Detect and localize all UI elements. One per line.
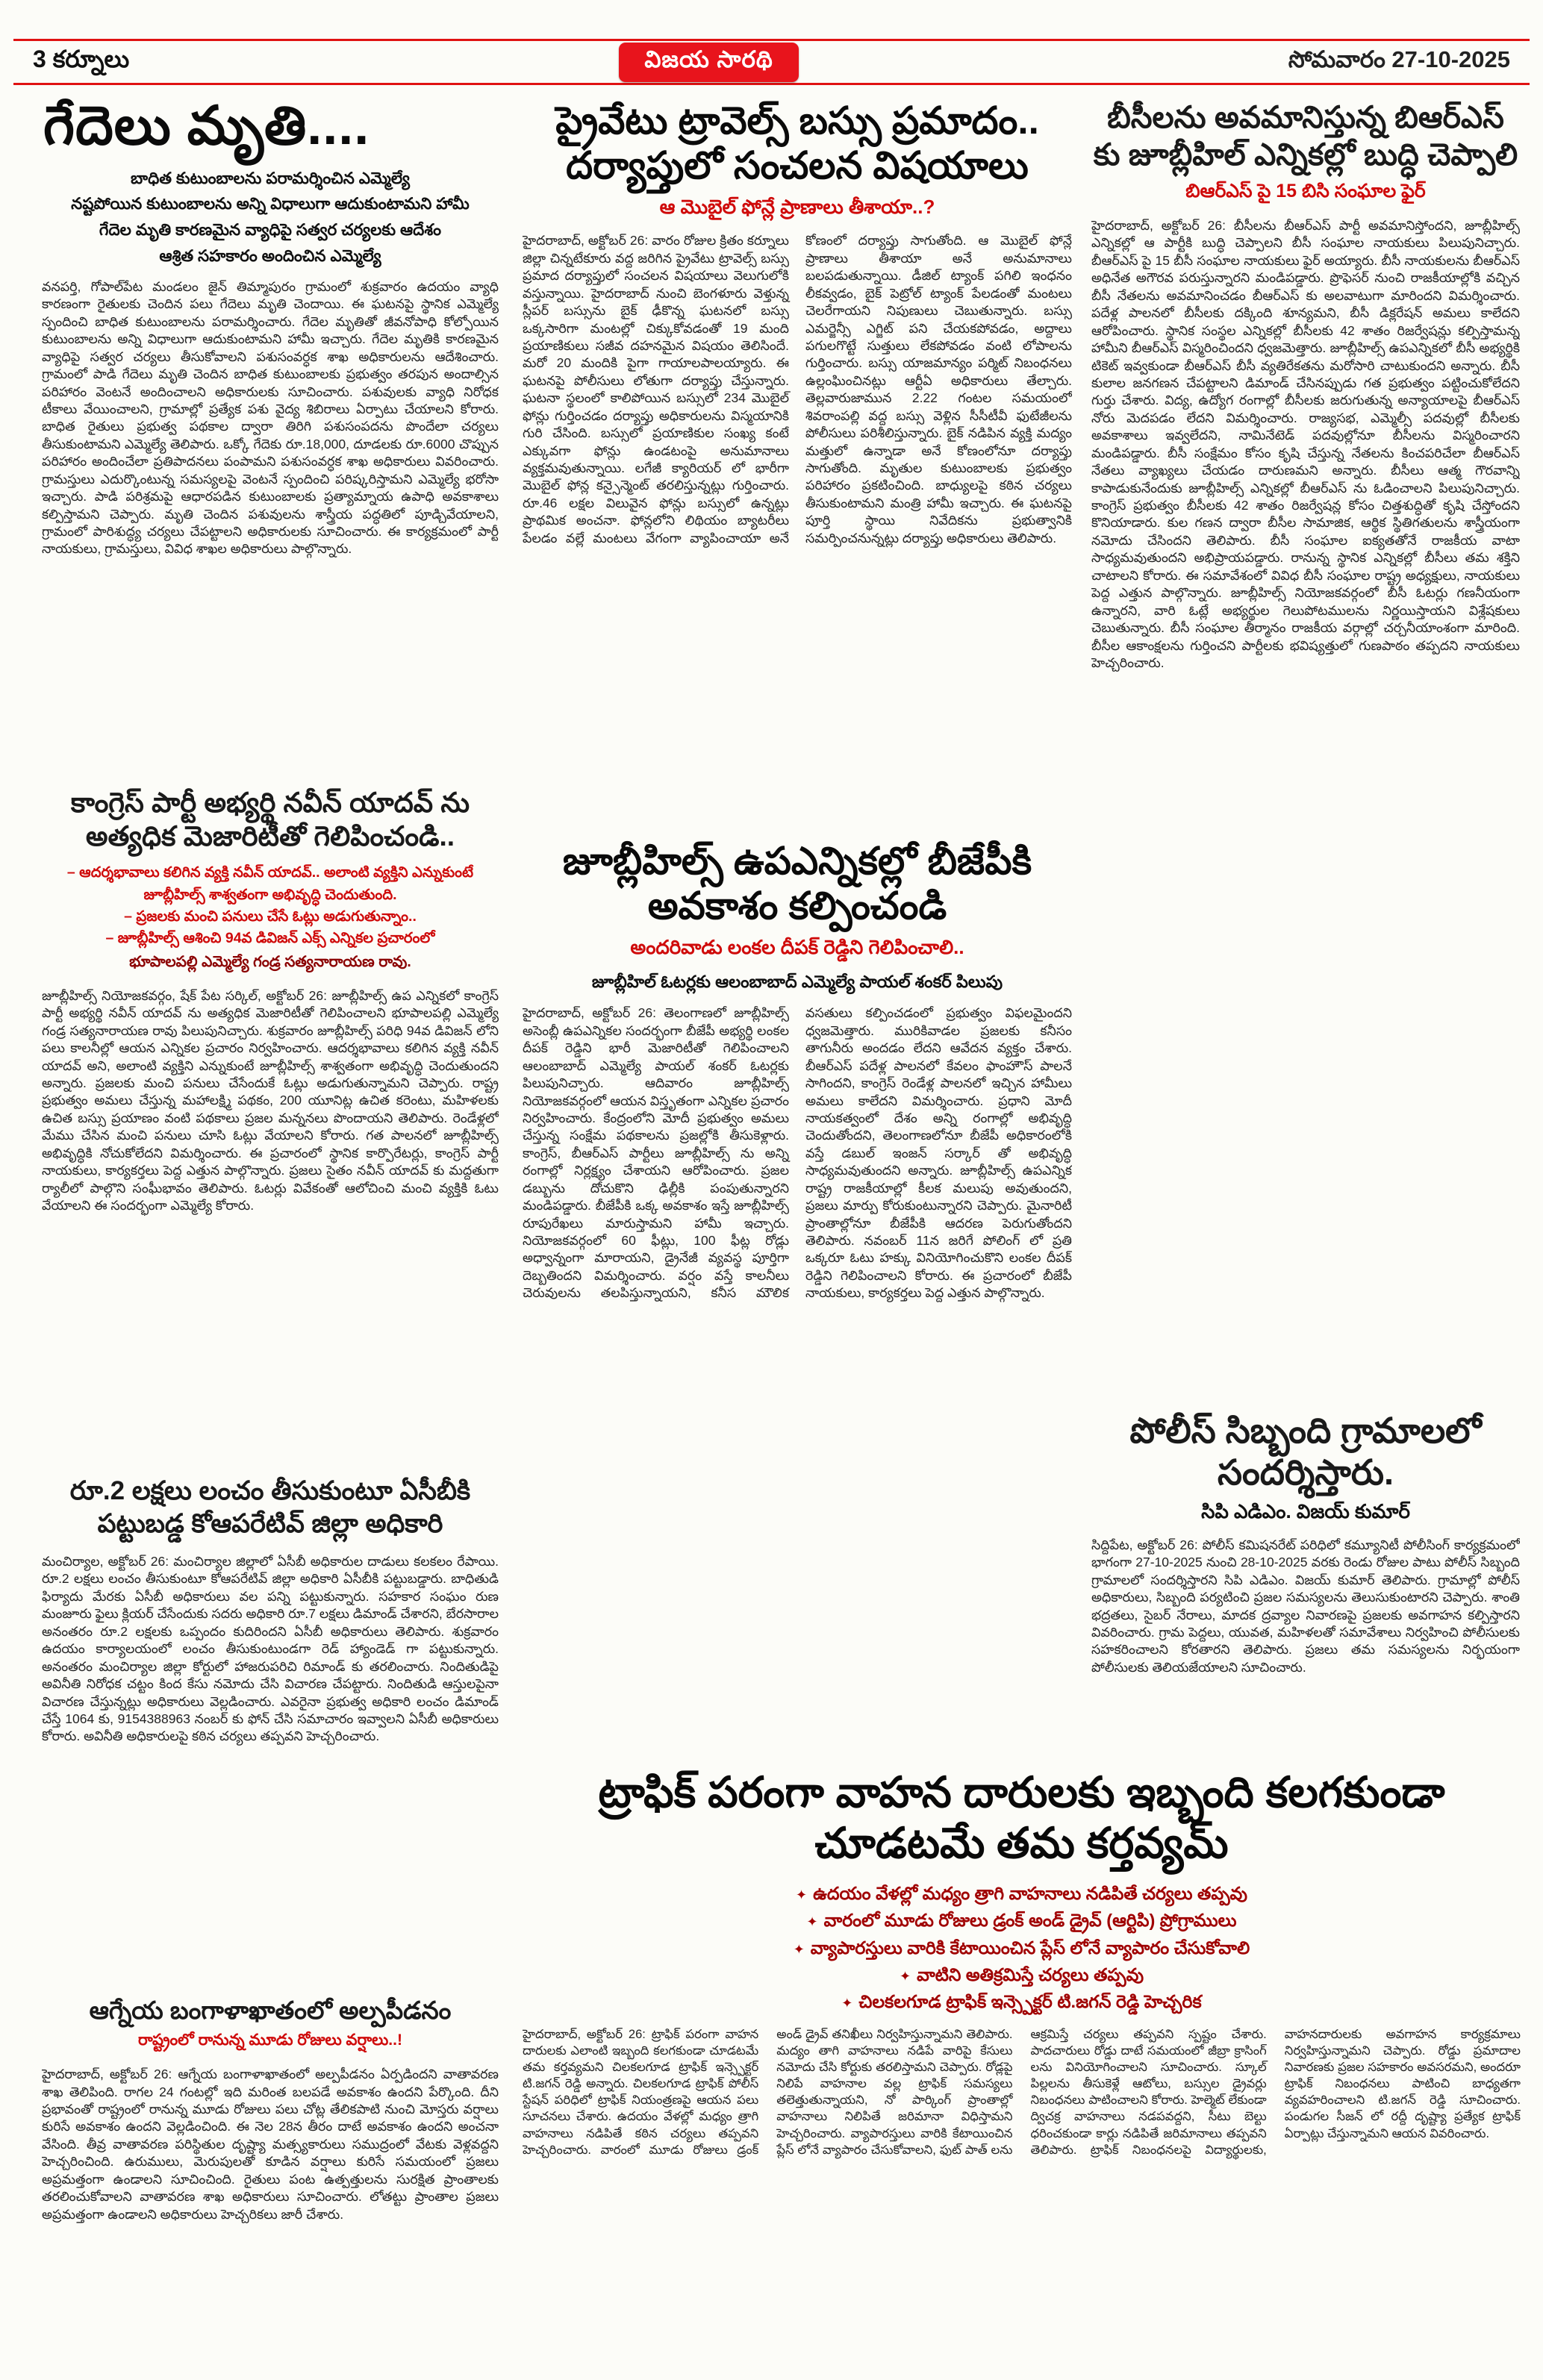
bullet-list: [523, 1880, 1521, 2016]
article-body: హైదరాబాద్, అక్టోబర్ 26: వారం రోజుల క్రితం కర్నూలు జిల్లా చిన్నటేకూరు వద్ద జరిగిన ప్రైవేటు ట్రావెల్స్ బస్సు ప్రమాద దర్యాప్తులో సంచలన విషయాలు వెలుగులోకి వస్తున్నాయి. హైదరాబాద్ నుంచి బెంగళూరు వెళ్తున్న స్లీపర్ బస్సును బైక్ ఢీకొన్న ఘటనలో బస్సు ఒక్కసారిగా మంటల్లో చిక్కుకోవడంతో 19 మంది ప్రయాణికులు సజీవ దహనమైన విషయం తెలిసిందే. మరో 20 మందికి పైగా గాయాలపాలయ్యారు. ఈ ఘటనపై పోలీసులు లోతుగా దర్యాప్తు చేస్తున్నారు. ఘటనా స్థలంలో కాలిపోయిన బస్సులో 234 మొబైల్ ఫోన్లు గుర్తించడం దర్యాప్తు అధికారులను విస్మయానికి గురి చేసింది. బస్సులో ప్రయాణికుల సంఖ్య కంటే ఎక్కువగా ఫోన్లు ఉండటంపై అనుమానాలు వ్యక్తమవుతున్నాయి. లగేజీ క్యారియర్ లో భారీగా మొబైల్ ఫోన్ల కన్సైన్మెంట్ తరలిస్తున్నట్లు గుర్తించారు. రూ.46 లక్షల విలువైన ఫోన్లు బస్సులో ఉన్నట్లు ప్రాథమిక అంచనా. ఫోన్లలోని లిథియం బ్యాటరీలు పేలడం వల్లే మంటలు వేగంగా వ్యాపించాయా అనే కోణంలో దర్యాప్తు సాగుతోంది. ఆ మొబైల్ ఫోన్లే ప్రాణాలు తీశాయా అనే అనుమానాలు బలపడుతున్నాయి. డీజిల్ ట్యాంక్ పగిలి ఇంధనం లీకవ్వడం, బైక్ పెట్రోల్ ట్యాంక్ పేలడంతో మంటలు చెలరేగాయని నిపుణులు చెబుతున్నారు. బస్సు ఎమర్జెన్సీ ఎగ్జిట్ పని చేయకపోవడం, అద్దాలు పగులగొట్టే సుత్తులు లేకపోవడం వంటి లోపాలను గుర్తించారు. బస్సు యాజమాన్యం పర్మిట్ నిబంధనలు ఉల్లంఘించినట్లు ఆర్టీఏ అధికారులు తేల్చారు. తెల్లవారుజామున 2.22 గంటల సమయంలో శివరాంపల్లి వద్ద బస్సు వెళ్లిన సీసీటీవీ ఫుటేజీలను పోలీసులు పరిశీలిస్తున్నారు. బైక్ నడిపిన వ్యక్తి మద్యం మత్తులో ఉన్నాడా అనే కోణంలోనూ దర్యాప్తు సాగుతోంది. మృతుల కుటుంబాలకు ప్రభుత్వం పరిహారం ప్రకటించింది. బాధ్యులపై కఠిన చర్యలు తీసుకుంటామని మంత్రి హామీ ఇచ్చారు. ఈ ఘటనపై పూర్తి స్థాయి నివేదికను ప్రభుత్వానికి సమర్పించనున్నట్లు దర్యాప్తు అధికారులు తెలిపారు.: [523, 233, 1072, 546]
deck-line: ఆ మొబైల్ ఫోన్లే ప్రాణాలు తీశాయా..?: [659, 196, 935, 219]
deck-lines: [42, 862, 499, 949]
article-body: వనపర్తి, గోపాల్‌పేట మండలం జైన్ తిమ్మాపురం గ్రామంలో శుక్రవారం ఉదయం వ్యాధి కారణంగా రైతులకు చెందిన పలు గేదెలు మృతి చెందాయి. ఈ ఘటనపై స్థానిక ఎమ్మెల్యే స్పందించి బాధిత కుటుంబాలను పరామర్శించారు. గేదెల మృతితో జీవనోపాధి కోల్పోయిన కుటుంబాలను అన్ని విధాలుగా ఆదుకుంటామని హామీ ఇచ్చారు. గేదెల మృతికి కారణమైన వ్యాధిపై సత్వర చర్యలు తీసుకోవాలని పశుసంవర్ధక శాఖ అధికారులను ఆదేశించారు. గ్రామంలో పాడి గేదెలు మృతి చెందిన బాధిత కుటుంబాలకు ప్రభుత్వం తరపున అందాల్సిన పరిహారం వెంటనే అందించాలని అధికారులకు సూచించారు. పశువులకు వ్యాధి నిరోధక టీకాలు వేయించాలని, గ్రామాల్లో ప్రత్యేక పశు వైద్య శిబిరాలు ఏర్పాటు చేయాలని కోరారు. బాధిత రైతులు ప్రభుత్వ పథకాల ద్వారా తిరిగి పశుసంపదను పొందేలా చర్యలు తీసుకుంటామని ఎమ్మెల్యే తెలిపారు. ఒక్కో గేదెకు రూ.18,000, దూడలకు రూ.6000 చొప్పున పరిహారం అందించేలా ప్రతిపాదనలు పంపామని పశుసంవర్ధక శాఖ అధికారులు వివరించారు. గ్రామస్తులు ఎదుర్కొంటున్న సమస్యలపై వెంటనే స్పందించి పరిష్కరిస్తామని ఎమ్మెల్యే భరోసా ఇచ్చారు. పాడి పరిశ్రమపై ఆధారపడిన కుటుంబాలకు ప్రత్యామ్నాయ ఉపాధి అవకాశాలు కల్పిస్తామని చెప్పారు. మృతి చెందిన పశువులను శాస్త్రీయ పద్ధతిలో పూడ్చివేయాలని, గ్రామంలో పారిశుద్ధ్య చర్యలు చేపట్టాలని అధికారులకు సూచించారు. ఈ కార్యక్రమంలో పార్టీ నాయకులు, గ్రామస్తులు, వివిధ శాఖల అధికారులు పాల్గొన్నారు.: [42, 278, 499, 557]
headline: ప్రైవేటు ట్రావెల్స్ బస్సు ప్రమాదం.. దర్యాప్తులో సంచలన విషయాలు: [555, 99, 1039, 187]
article-body: హైదరాబాద్, అక్టోబర్ 26: తెలంగాణలో జూబ్లీహిల్స్ అసెంబ్లీ ఉపఎన్నికల సందర్భంగా బీజేపీ అభ్యర్థి లంకల దీపక్ రెడ్డిని భారీ మెజారిటీతో గెలిపించాలని ఆలంబాబాద్ ఎమ్మెల్యే పాయల్ శంకర్ ఓటర్లకు పిలుపునిచ్చారు. ఆదివారం జూబ్లీహిల్స్ నియోజకవర్గంలో ఆయన విస్తృతంగా ఎన్నికల ప్రచారం నిర్వహించారు. కేంద్రంలోని మోదీ ప్రభుత్వం అమలు చేస్తున్న సంక్షేమ పథకాలను ప్రజల్లోకి తీసుకెళ్లారు. కాంగ్రెస్, బీఆర్ఎస్ పార్టీలు జూబ్లీహిల్స్ ను అన్ని రంగాల్లో నిర్లక్ష్యం చేశాయని ఆరోపించారు. ప్రజల డబ్బును దోచుకొని ఢిల్లీకి పంపుతున్నారని మండిపడ్డారు. బీజేపీకి ఒక్క అవకాశం ఇస్తే జూబ్లీహిల్స్ రూపురేఖలు మారుస్తామని హామీ ఇచ్చారు. నియోజకవర్గంలో 60 ఫీట్లు, 100 ఫీట్ల రోడ్లు అధ్వాన్నంగా మారాయని, డ్రైనేజీ వ్యవస్థ పూర్తిగా దెబ్బతిందని విమర్శించారు. వర్షం వస్తే కాలనీలు చెరువులను తలపిస్తున్నాయని, కనీస మౌలిక వసతులు కల్పించడంలో ప్రభుత్వం విఫలమైందని ధ్వజమెత్తారు. మురికివాడల ప్రజలకు కనీసం తాగునీరు అందడం లేదని ఆవేదన వ్యక్తం చేశారు. బీఆర్ఎస్ పదేళ్ల పాలనలో కేవలం ఫాంహౌస్ పాలనే సాగిందని, కాంగ్రెస్ రెండేళ్ల పాలనలో ఇచ్చిన హామీలు అమలు కాలేదని విమర్శించారు. ప్రధాని మోదీ నాయకత్వంలో దేశం అన్ని రంగాల్లో అభివృద్ధి చెందుతోందని, తెలంగాణలోనూ బీజేపీ అధికారంలోకి వస్తే డబుల్ ఇంజన్ సర్కార్ తో అభివృద్ధి సాధ్యమవుతుందని అన్నారు. జూబ్లీహిల్స్ ఉపఎన్నిక రాష్ట్ర రాజకీయాల్లో కీలక మలుపు అవుతుందని, ప్రజలు మార్పు కోరుకుంటున్నారని చెప్పారు. మైనారిటీ ప్రాంతాల్లోనూ బీజేపీకి ఆదరణ పెరుగుతోందని తెలిపారు. నవంబర్ 11న జరిగే పోలింగ్ లో ప్రతి ఒక్కరూ ఓటు హక్కు వినియోగించుకొని లంకల దీపక్ రెడ్డిని గెలిపించాలని కోరారు. ఈ ప్రచారంలో బీజేపీ నాయకులు, కార్యకర్తలు పెద్ద ఎత్తున పాల్గొన్నారు.: [523, 1005, 1072, 1301]
headline: బీసీలను అవమానిస్తున్న బిఆర్ఎస్ కు జూబ్లీహిల్ ఎన్నికల్లో బుద్ధి చెప్పాలి: [1093, 100, 1518, 172]
bullet-line: [523, 1988, 1521, 2015]
article-low-pressure-weather: [42, 1994, 499, 2352]
deck-line: నష్టపోయిన కుటుంబాలను అన్ని విధాలుగా ఆదుకుంటామని హామీ: [71, 195, 470, 213]
attribution-line: భూపాలపల్లి ఎమ్మెల్యే గండ్ర సత్యనారాయణ రావు.: [129, 954, 411, 971]
headline: పోలీస్ సిబ్బంది గ్రామాలలో సందర్శిస్తారు.: [1129, 1411, 1482, 1493]
deck-line: – ఆదర్శభావాలు కలిగిన వ్యక్తి నవీన్ యాదవ్.. అలాంటి వ్యక్తిని ఎన్నుకుంటే జూబ్లీహిల్స్ శాశ్వతంగా అభివృద్ధి చెందుతుంది.: [66, 864, 474, 903]
diamond-bullet-icon: ✦: [899, 1969, 911, 1984]
diamond-bullet-icon: ✦: [806, 1914, 818, 1930]
headline: ఆగ్నేయ బంగాళాఖాతంలో అల్పపీడనం: [89, 1996, 452, 2024]
deck-line: – జూబ్లీహిల్స్ ఆశించి 94వ డివిజన్ ఎక్స్ ఎన్నికల ప్రచారంలో: [105, 930, 435, 946]
article-body: హైదరాబాద్, అక్టోబర్ 26: ట్రాఫిక్ పరంగా వాహన దారులకు ఎలాంటి ఇబ్బంది కలగకుండా చూడటమే తమ కర్తవ్యమని చిలకలగూడ ట్రాఫిక్ ఇన్స్పెక్టర్ టి.జగన్ రెడ్డి అన్నారు. చిలకలగూడ ట్రాఫిక్ పోలీస్ స్టేషన్ పరిధిలో ట్రాఫిక్ నియంత్రణపై ఆయన పలు సూచనలు చేశారు. ఉదయం వేళల్లో మధ్యం త్రాగి వాహనాలు నడిపితే కఠిన చర్యలు తప్పవని హెచ్చరించారు. వారంలో మూడు రోజులు డ్రంక్ అండ్ డ్రైవ్ తనిఖీలు నిర్వహిస్తున్నామని తెలిపారు. మద్యం తాగి వాహనాలు నడిపే వారిపై కేసులు నమోదు చేసి కోర్టుకు తరలిస్తామని చెప్పారు. రోడ్లపై నిలిపే వాహనాల వల్ల ట్రాఫిక్ సమస్యలు తలెత్తుతున్నాయని, నో పార్కింగ్ ప్రాంతాల్లో వాహనాలు నిలిపితే జరిమానా విధిస్తామని హెచ్చరించారు. వ్యాపారస్తులు వారికి కేటాయించిన ప్లేస్ లోనే వ్యాపారం చేసుకోవాలని, ఫుట్ పాత్ లను ఆక్రమిస్తే చర్యలు తప్పవని స్పష్టం చేశారు. పాదచారులు రోడ్డు దాటే సమయంలో జీబ్రా క్రాసింగ్ లను వినియోగించాలని సూచించారు. స్కూల్ పిల్లలను తీసుకెళ్లే ఆటోలు, బస్సుల డ్రైవర్లు నిబంధనలు పాటించాలని కోరారు. హెల్మెట్ లేకుండా ద్విచక్ర వాహనాలు నడపవద్దని, సీటు బెల్టు ధరించకుండా కార్లు నడిపితే జరిమానాలు తప్పవని తెలిపారు. ట్రాఫిక్ నిబంధనలపై విద్యార్థులకు, వాహనదారులకు అవగాహన కార్యక్రమాలు నిర్వహిస్తున్నామని చెప్పారు. రోడ్డు ప్రమాదాల నివారణకు ప్రజల సహకారం అవసరమని, అందరూ ట్రాఫిక్ నిబంధనలు పాటించి బాధ్యతగా వ్యవహరించాలని టి.జగన్ రెడ్డి సూచించారు. పండుగల సీజన్ లో రద్దీ దృష్ట్యా ప్రత్యేక ట్రాఫిక్ ఏర్పాట్లు చేస్తున్నామని ఆయన వివరించారు.: [523, 2027, 1521, 2157]
article-bjp-jubileehills: [523, 828, 1072, 1758]
article-acb-bribe: [42, 1472, 499, 1994]
diamond-bullet-icon: ✦: [796, 1887, 808, 1902]
diamond-bullet-icon: ✦: [841, 1996, 853, 2011]
article-traffic-inspector: [523, 1767, 1521, 2358]
bullet-line: [523, 1934, 1521, 1961]
bullet-text: వారంలో మూడు రోజులు డ్రంక్ అండ్ డ్రైవ్ (ఆర్టిపి) ప్రోగ్రాములు: [823, 1911, 1237, 1931]
bullet-text: ఉదయం వేళల్లో మధ్యం త్రాగి వాహనాలు నడిపితే చర్యలు తప్పవు: [813, 1883, 1247, 1903]
deck-line: ఆశ్రిత సహకారం అందించిన ఎమ్మెల్యే: [159, 247, 381, 266]
deck-line: రాష్ట్రంలో రానున్న మూడు రోజులు వర్షాలు..!: [138, 2031, 402, 2049]
headline: కాంగ్రెస్ పార్టీ అభ్యర్థి నవీన్ యాదవ్ ను అత్యధిక మెజారిటీతో గెలిపించండి..: [70, 787, 470, 852]
bullet-text: వాటిని అతిక్రమిస్తే చర్యలు తప్పవు: [917, 1965, 1144, 1985]
deck-line: సిపి ఎడిఎం. విజయ్ కుమార్: [1201, 1499, 1410, 1522]
article-buffalo-deaths: [42, 99, 499, 781]
headline: జూబ్లీహిల్స్ ఉపఎన్నికల్లో బీజేపీకి అవకాశం కల్పించండి: [562, 840, 1032, 928]
deck-line-black: జూబ్లీహిల్ ఓటర్లకు ఆలంబాబాద్ ఎమ్మెల్యే పాయల్ శంకర్ పిలుపు: [591, 972, 1003, 992]
deck-line: – ప్రజలకు మంచి పనులు చేసే ఓట్లు అడుగుతున్నాం..: [124, 908, 417, 925]
deck-lines: [42, 166, 499, 269]
middle-column: [523, 99, 1072, 1758]
diamond-bullet-icon: ✦: [793, 1941, 805, 1957]
article-bus-accident-probe: [523, 99, 1072, 828]
article-congress-naveen-yadav: [42, 781, 499, 1472]
deck-line: గేదెల మృతి కారణమైన వ్యాధిపై సత్వర చర్యలకు ఆదేశం: [99, 221, 442, 240]
bullet-line: [523, 1907, 1521, 1934]
headline: ట్రాఫిక్ పరంగా వాహన దారులకు ఇబ్బంది కలగకుండా చూడటమే తమ కర్తవ్యమ్: [598, 1769, 1445, 1868]
article-police-village-visits: [1091, 1399, 1520, 1758]
bullet-line: [523, 1880, 1521, 1907]
bullet-text: వ్యాపారస్తులు వారికి కేటాయించిన ప్లేస్ లోనే వ్యాపారం చేసుకోవాలి: [810, 1937, 1250, 1958]
article-body: హైదరాబాద్, అక్టోబర్ 26: బీసీలను బీఆర్ఎస్ పార్టీ అవమానిస్తోందని, జూబ్లీహిల్స్ ఎన్నికల్లో ఆ పార్టీకి బుద్ధి చెప్పాలని బీసీ సంఘాల నాయకులు పిలుపునిచ్చారు. బీఆర్ఎస్ పై 15 బీసీ సంఘాల నాయకులు ఫైర్ అయ్యారు. బీసీ నాయకులను బీఆర్ఎస్ అధినేత అగౌరవ పరుస్తున్నారని మండిపడ్డారు. ప్రొఫెసర్ నుంచి రాజకీయాల్లోకి వచ్చిన బీసీ నేతలను అవమానించడం బీఆర్ఎస్ కు అలవాటుగా మారిందని విమర్శించారు. పదేళ్ల పాలనలో బీసీలకు దక్కింది శూన్యమని, బీసీ డిక్లరేషన్ అమలు కాలేదని ఆరోపించారు. స్థానిక సంస్థల ఎన్నికల్లో బీసీలకు 42 శాతం రిజర్వేషన్లు కల్పిస్తామన్న హామీని బీఆర్ఎస్ విస్మరించిందని ధ్వజమెత్తారు. జూబ్లీహిల్స్ ఉపఎన్నికలో బీసీ అభ్యర్థికి టికెట్ ఇవ్వకుండా బీఆర్ఎస్ బీసీ వ్యతిరేకతను మరోసారి చాటుకుందని అన్నారు. బీసీ కులాల జనగణన చేపట్టాలని డిమాండ్ చేసినప్పుడు గత ప్రభుత్వం పట్టించుకోలేదని గుర్తు చేశారు. విద్య, ఉద్యోగ రంగాల్లో బీసీలకు జరుగుతున్న అన్యాయాలపై బీఆర్ఎస్ నోరు మెదపడం లేదని విమర్శించారు. రాజ్యసభ, ఎమ్మెల్సీ పదవుల్లో బీసీలకు అవకాశాలు ఇవ్వలేదని, నామినేటెడ్ పదవుల్లోనూ బీసీలను విస్మరించారని మండిపడ్డారు. బీసీ సంక్షేమం కోసం కృషి చేస్తున్న నేతలను కించపరిచేలా బీఆర్ఎస్ నేతలు వ్యాఖ్యలు చేయడం దారుణమని అన్నారు. బీసీలు ఆత్మ గౌరవాన్ని కాపాడుకునేందుకు జూబ్లీహిల్స్ ఎన్నికల్లో బీఆర్ఎస్ ను ఓడించాలని పిలుపునిచ్చారు. కాంగ్రెస్ ప్రభుత్వం బీసీలకు 42 శాతం రిజర్వేషన్ల కోసం చిత్తశుద్ధితో కృషి చేస్తోందని కొనియాడారు. కుల గణన ద్వారా బీసీల సామాజిక, ఆర్థిక స్థితిగతులను శాస్త్రీయంగా నమోదు చేసిందని తెలిపారు. బీసీ సంఘాల ఐక్యతతోనే రాజకీయ వాటా సాధ్యమవుతుందని అభిప్రాయపడ్డారు. రానున్న స్థానిక ఎన్నికల్లో బీసీలు తమ శక్తిని చాటాలని కోరారు. ఈ సమావేశంలో వివిధ బీసీ సంఘాల రాష్ట్ర అధ్యక్షులు, నాయకులు పెద్ద ఎత్తున పాల్గొన్నారు. జూబ్లీహిల్స్ నియోజకవర్గంలో బీసీ ఓటర్లు గణనీయంగా ఉన్నారని, వారి ఓట్లే అభ్యర్థుల గెలుపోటములను నిర్ణయిస్తాయని విశ్లేషకులు చెబుతున్నారు. బీసీ సంఘాల తీర్మానం రాజకీయ వర్గాల్లో చర్చనీయాంశంగా మారింది. బీసీల ఆకాంక్షలను గుర్తించని పార్టీలకు భవిష్యత్తులో గుణపాఠం తప్పదని నాయకులు హెచ్చరించారు.: [1091, 218, 1520, 670]
bullet-text: చిలకలగూడ ట్రాఫిక్ ఇన్స్పెక్టర్ టి.జగన్ రెడ్డి హెచ్చరిక: [858, 1992, 1202, 2012]
article-body: జూబ్లీహిల్స్ నియోజకవర్గం, షేక్ పేట సర్కిల్, అక్టోబర్ 26: జూబ్లీహిల్స్ ఉప ఎన్నికలో కాంగ్రెస్ పార్టీ అభ్యర్థి నవీన్ యాదవ్ ను అత్యధిక మెజారిటీతో గెలిపించాలని భూపాలపల్లి ఎమ్మెల్యే గండ్ర సత్యనారాయణ రావు పిలుపునిచ్చారు. శుక్రవారం జూబ్లీహిల్స్ పరిధి 94వ డివిజన్ లోని పలు కాలనీల్లో ఆయన ఎన్నికల ప్రచారం నిర్వహించారు. ఆదర్శభావాలు కలిగిన వ్యక్తి నవీన్ యాదవ్ అని, అలాంటి వ్యక్తిని ఎన్నుకుంటే జూబ్లీహిల్స్ శాశ్వతంగా అభివృద్ధి చెందుతుందని అన్నారు. ప్రజలకు మంచి పనులు చేసేందుకే ఓట్లు అడుగుతున్నామని చెప్పారు. రాష్ట్ర ప్రభుత్వం అమలు చేస్తున్న మహాలక్ష్మి పథకం, 200 యూనిట్ల ఉచిత కరెంటు, మహిళలకు ఉచిత బస్సు ప్రయాణం వంటి పథకాలు ప్రజల మన్ననలు పొందాయని తెలిపారు. రెండేళ్లలో మేము చేసిన మంచి పనులు చూసి ఓట్లు వేయాలని కోరారు. గత పాలనలో జూబ్లీహిల్స్ అభివృద్ధికి నోచుకోలేదని విమర్శించారు. ఈ ప్రచారంలో స్థానిక కార్పొరేటర్లు, కాంగ్రెస్ పార్టీ నాయకులు, కార్యకర్తలు పెద్ద ఎత్తున పాల్గొన్నారు. ప్రజలు సైతం నవీన్ యాదవ్ కు మద్దతుగా ర్యాలీలో పాల్గొని సంఘీభావం తెలిపారు. ఓటర్లు వివేకంతో ఆలోచించి మంచి వ్యక్తికి ఓటు వేయాలని ఈ సందర్భంగా ఎమ్మెల్యే కోరారు.: [42, 987, 499, 1213]
left-column: [42, 99, 499, 2352]
headline: గేదెలు మృతి....: [43, 99, 370, 156]
article-body: మంచిర్యాల, అక్టోబర్ 26: మంచిర్యాల జిల్లాలో ఏసీబీ అధికారుల దాడులు కలకలం రేపాయి. రూ.2 లక్షలు లంచం తీసుకుంటూ కోఆపరేటివ్ జిల్లా అధికారి ఏసీబీకి పట్టుబడ్డారు. బాధితుడి ఫిర్యాదు మేరకు ఏసీబీ అధికారులు వల పన్ని పట్టుకున్నారు. సహకార సంఘం రుణ మంజూరు ఫైలు క్లియర్ చేసేందుకు సదరు అధికారి రూ.7 లక్షలు డిమాండ్ చేశారని, బేరసారాల అనంతరం రూ.2 లక్షలకు ఒప్పందం కుదిరిందని ఏసీబీ అధికారులు తెలిపారు. శుక్రవారం ఉదయం కార్యాలయంలో లంచం తీసుకుంటుండగా రెడ్ హ్యాండెడ్ గా పట్టుకున్నారు. అనంతరం మంచిర్యాల జిల్లా కోర్టులో హాజరుపరిచి రిమాండ్ కు తరలించారు. నిందితుడిపై అవినీతి నిరోధక చట్టం కింద కేసు నమోదు చేసి విచారణ చేపట్టారు. నిందితుడి ఆస్తులపైనా విచారణ చేస్తున్నట్లు అధికారులు వెల్లడించారు. ఎవరైనా ప్రభుత్వ అధికారి లంచం డిమాండ్ చేస్తే 1064 కు, 9154388963 నంబర్ కు ఫోన్ చేసి సమాచారం ఇవ్వాలని ఏసీబీ అధికారులు కోరారు. అవినీతి అధికారులపై కఠిన చర్యలు తప్పవని హెచ్చరించారు.: [42, 1554, 499, 1744]
article-body: హైదరాబాద్, అక్టోబర్ 26: ఆగ్నేయ బంగాళాఖాతంలో అల్పపీడనం ఏర్పడిందని వాతావరణ శాఖ తెలిపింది. రాగల 24 గంటల్లో ఇది మరింత బలపడే అవకాశం ఉందని పేర్కొంది. దీని ప్రభావంతో రాష్ట్రంలో రానున్న మూడు రోజులు పలు చోట్ల తేలికపాటి నుంచి మోస్తరు వర్షాలు కురిసే అవకాశం ఉందని వెల్లడించింది. ఈ నెల 28న తీరం దాటే అవకాశం ఉందని అంచనా వేసింది. తీవ్ర వాతావరణ పరిస్థితుల దృష్ట్యా మత్స్యకారులు సముద్రంలో వేటకు వెళ్లవద్దని హెచ్చరించింది. ఉరుములు, మెరుపులతో కూడిన వర్షాలు కురిసే సమయంలో ప్రజలు అప్రమత్తంగా ఉండాలని సూచించింది. రైతులు పంట ఉత్పత్తులను సురక్షిత ప్రాంతాలకు తరలించుకోవాలని వాతావరణ శాఖ అధికారులు సూచించారు. లోతట్టు ప్రాంతాల ప్రజలు అప్రమత్తంగా ఉండాలని అధికారులు హెచ్చరికలు జారీ చేశారు.: [42, 2067, 499, 2222]
edition-date: సోమవారం 27-10-2025: [1288, 46, 1510, 72]
masthead: [13, 39, 1530, 85]
deck-line: బాధిత కుటుంబాలను పరామర్శించిన ఎమ్మెల్యే: [131, 169, 410, 187]
deck-line: బిఆర్ఎస్ పై 15 బిసి సంఘాల ఫైర్: [1185, 181, 1426, 202]
deck-line-red: అందరివాడు లంకల దీపక్ రెడ్డిని గెలిపించాలి..: [630, 936, 964, 959]
newspaper-title: విజయ సారథి: [619, 43, 798, 82]
right-column: [1091, 99, 1520, 1758]
article-bc-vs-brs: [1091, 99, 1520, 1399]
bullet-line: [523, 1961, 1521, 1988]
page-number-label: 3 కర్నూలు: [33, 45, 130, 72]
headline: రూ.2 లక్షలు లంచం తీసుకుంటూ ఏసీబీకి పట్టుబడ్డ కోఆపరేటివ్ జిల్లా అధికారి: [69, 1476, 471, 1538]
article-body: సిద్దిపేట, అక్టోబర్ 26: పోలీస్ కమిషనరేట్ పరిధిలో కమ్యూనిటీ పోలీసింగ్ కార్యక్రమంలో భాగంగా 27-10-2025 నుంచి 28-10-2025 వరకు రెండు రోజుల పాటు పోలీస్ సిబ్బంది గ్రామాలలో సందర్శిస్తారని సిపి ఎడిఎం. విజయ్ కుమార్ తెలిపారు. గ్రామాల్లో పోలీస్ అధికారులు, సిబ్బంది పర్యటించి ప్రజల సమస్యలను తెలుసుకుంటారని చెప్పారు. శాంతి భద్రతలు, సైబర్ నేరాలు, మాదక ద్రవ్యాల నివారణపై ప్రజలకు అవగాహన కల్పిస్తారని వివరించారు. గ్రామ పెద్దలు, యువత, మహిళలతో సమావేశాలు నిర్వహించి పోలీసులకు సహకరించాలని కోరతారని తెలిపారు. ప్రజలు తమ సమస్యలను నిర్భయంగా పోలీసులకు తెలియజేయాలని సూచించారు.: [1091, 1537, 1520, 1675]
